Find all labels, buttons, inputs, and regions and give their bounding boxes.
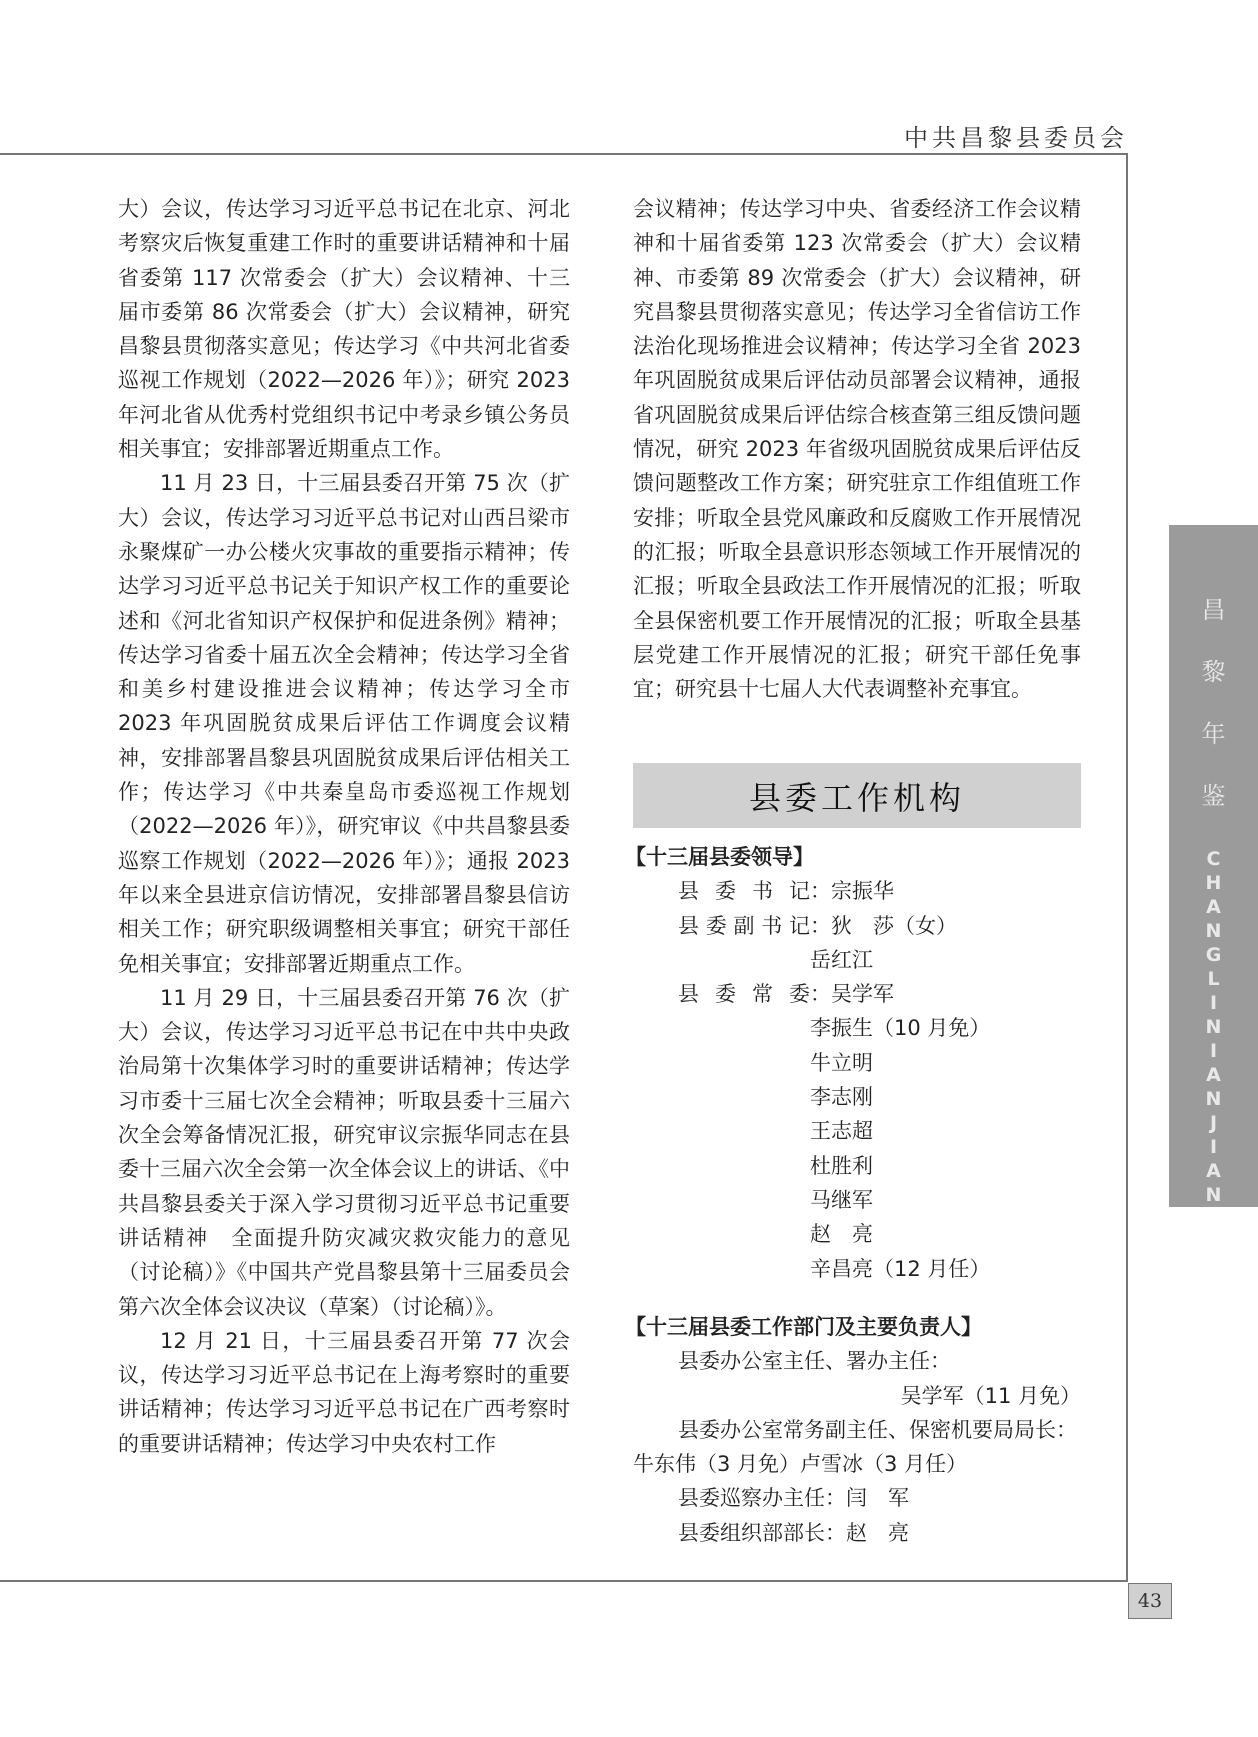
side-tab-title	[1169, 579, 1258, 827]
side-letter: I	[1209, 1040, 1218, 1062]
page-number: 43	[1128, 1583, 1172, 1619]
role-label: 县委副书记	[678, 913, 810, 938]
department-line: 县委组织部部长：赵 亮	[678, 1520, 909, 1545]
paragraph: 11 月 23 日，十三届县委召开第 75 次（扩大）会议，传达学习习近平总书记对山西吕梁市永聚煤矿一办公楼火灾事故的重要指示精神；传达学习习近平总书记关于知识产权工作的重要论述和《河北省知识产权保护和促进条例》精神；传达学习省委十届五次全会精神；传达学习全省和美乡村建设推进会议精神；传达学习全市 2023 年巩固脱贫成果后评估工作调度会议精神，安排部署昌黎县巩固脱贫成果后评估相关工作；传达学习《中共秦皇岛市委巡视工作规划（2022—2026 年）》，研究审议《中共昌黎县委巡察工作规划（2022—2026 年）》；通报 2023 年以来全县进京信访情况，安排部署昌黎县信访相关工作；研究职级调整相关事宜；研究干部任免相关事宜；安排部署近期重点工作。	[118, 471, 570, 976]
running-header: 中共昌黎县委员会	[904, 124, 1128, 152]
side-letter: N	[1205, 1088, 1222, 1110]
leader-row	[633, 1149, 1093, 1183]
side-letter: G	[1205, 944, 1222, 966]
section-title-box	[633, 763, 1081, 828]
person-name: ：吴学军	[810, 982, 894, 1007]
section-title: 县委工作机构	[748, 778, 965, 817]
left-column	[118, 192, 570, 1461]
side-letter: J	[1209, 1112, 1218, 1134]
side-letter: C	[1206, 848, 1221, 870]
side-tab-pinyin	[1169, 847, 1258, 1207]
frame-top-rule	[0, 153, 1128, 155]
side-char: 鉴	[1201, 782, 1226, 810]
paragraph: 大）会议，传达学习习近平总书记在北京、河北考察灾后恢复重建工作时的重要讲话精神和十届省委第 117 次常委会（扩大）会议精神、十三届市委第 86 次常委会（扩大）会议精神，研究昌黎县贯彻落实意见；传达学习《中共河北省委巡视工作规划（2022—2026 年）》；研究 2023 年河北省从优秀村党组织书记中考录乡镇公务员相关事宜；安排部署近期重点工作。	[118, 197, 570, 462]
departments-heading: 【十三届县委工作部门及主要负责人】	[625, 1315, 982, 1339]
side-letter: N	[1205, 920, 1222, 942]
side-letter: I	[1209, 1136, 1218, 1158]
department-line: 县委巡察办主任：闫 军	[678, 1486, 909, 1511]
side-letter: A	[1206, 896, 1221, 918]
person-name: 李志刚	[810, 1085, 873, 1110]
person-name: 王志超	[810, 1119, 873, 1144]
frame-right-rule	[1126, 153, 1128, 1582]
side-letter: A	[1206, 1160, 1221, 1182]
leaders-list	[625, 840, 1093, 1286]
leader-row	[633, 874, 1093, 908]
department-line: 吴学军（11 月免）	[900, 1383, 1081, 1408]
leader-row	[633, 1217, 1093, 1251]
side-letter: N	[1205, 1016, 1222, 1038]
side-letter: I	[1209, 992, 1218, 1014]
leaders-heading: 【十三届县委领导】	[625, 845, 814, 869]
side-letter: N	[1205, 1184, 1222, 1206]
leader-row	[633, 909, 1093, 943]
right-column	[633, 192, 1081, 706]
leader-row	[633, 943, 1093, 977]
department-line: 牛东伟（3 月免）卢雪冰（3 月任）	[633, 1452, 968, 1477]
side-char: 昌	[1201, 596, 1226, 624]
person-name: ：狄 莎（女）	[810, 913, 957, 938]
leader-row	[633, 977, 1093, 1011]
leader-row	[633, 1080, 1093, 1114]
paragraph: 12 月 21 日，十三届县委召开第 77 次会议，传达学习习近平总书记在上海考察时的重要讲话精神；传达学习习近平总书记在广西考察时的重要讲话精神；传达学习中央农村工作	[118, 1328, 570, 1456]
leader-row	[633, 1011, 1093, 1045]
person-name: 杜胜利	[810, 1153, 873, 1178]
person-name: 辛昌亮（12 月任）	[810, 1256, 991, 1281]
leader-row	[633, 1114, 1093, 1148]
person-name: 牛立明	[810, 1050, 873, 1075]
person-name: 岳红江	[810, 947, 873, 972]
frame-bottom-rule	[0, 1580, 1128, 1582]
role-label: 县 委 常 委	[678, 982, 810, 1007]
side-letter: A	[1206, 1064, 1221, 1086]
paragraph: 11 月 29 日，十三届县委召开第 76 次（扩大）会议，传达学习习近平总书记在中共中央政治局第十次集体学习时的重要讲话精神；传达学习市委十三届七次全会精神；听取县委十三届六次全会筹备情况汇报，研究审议宗振华同志在县委十三届六次全会第一次全体会议上的讲话、《中共昌黎县委关于深入学习贯彻习近平总书记重要讲话精神 全面提升防灾减灾救灾能力的意见（讨论稿）》《中国共产党昌黎县第十三届委员会第六次全体会议决议（草案）（讨论稿）》。	[118, 985, 570, 1319]
departments-list	[625, 1310, 1093, 1550]
person-name: 赵 亮	[810, 1222, 873, 1247]
role-label: 县 委 书 记	[678, 879, 810, 904]
side-letter: H	[1205, 872, 1222, 894]
side-tab	[1169, 525, 1258, 1207]
person-name: 李振生（10 月免）	[810, 1016, 991, 1041]
leader-row	[633, 1252, 1093, 1286]
leader-row	[633, 1046, 1093, 1080]
department-line: 县委办公室主任、署办主任：	[678, 1349, 951, 1374]
paragraph: 会议精神；传达学习中央、省委经济工作会议精神和十届省委第 123 次常委会（扩大）会议精神、市委第 89 次常委会（扩大）会议精神，研究昌黎县贯彻落实意见；传达学习全省信访工作法治化现场推进会议精神；传达学习全省 2023 年巩固脱贫成果后评估动员部署会议精神，通报省巩固脱贫成果后评估综合核查第三组反馈问题情况，研究 2023 年省级巩固脱贫成果后评估反馈问题整改工作方案；研究驻京工作组值班工作安排；听取全县党风廉政和反腐败工作开展情况的汇报；听取全县意识形态领域工作开展情况的汇报；听取全县政法工作开展情况的汇报；听取全县保密机要工作开展情况的汇报；听取全县基层党建工作开展情况的汇报；研究干部任免事宜；研究县十七届人大代表调整补充事宜。	[633, 197, 1081, 702]
department-line: 县委办公室常务副主任、保密机要局局长：	[678, 1417, 1077, 1442]
person-name: ：宗振华	[810, 879, 894, 904]
side-char: 年	[1201, 720, 1226, 748]
side-char: 黎	[1201, 658, 1226, 686]
leader-row	[633, 1183, 1093, 1217]
person-name: 马继军	[810, 1187, 873, 1212]
side-letter: L	[1207, 968, 1220, 990]
